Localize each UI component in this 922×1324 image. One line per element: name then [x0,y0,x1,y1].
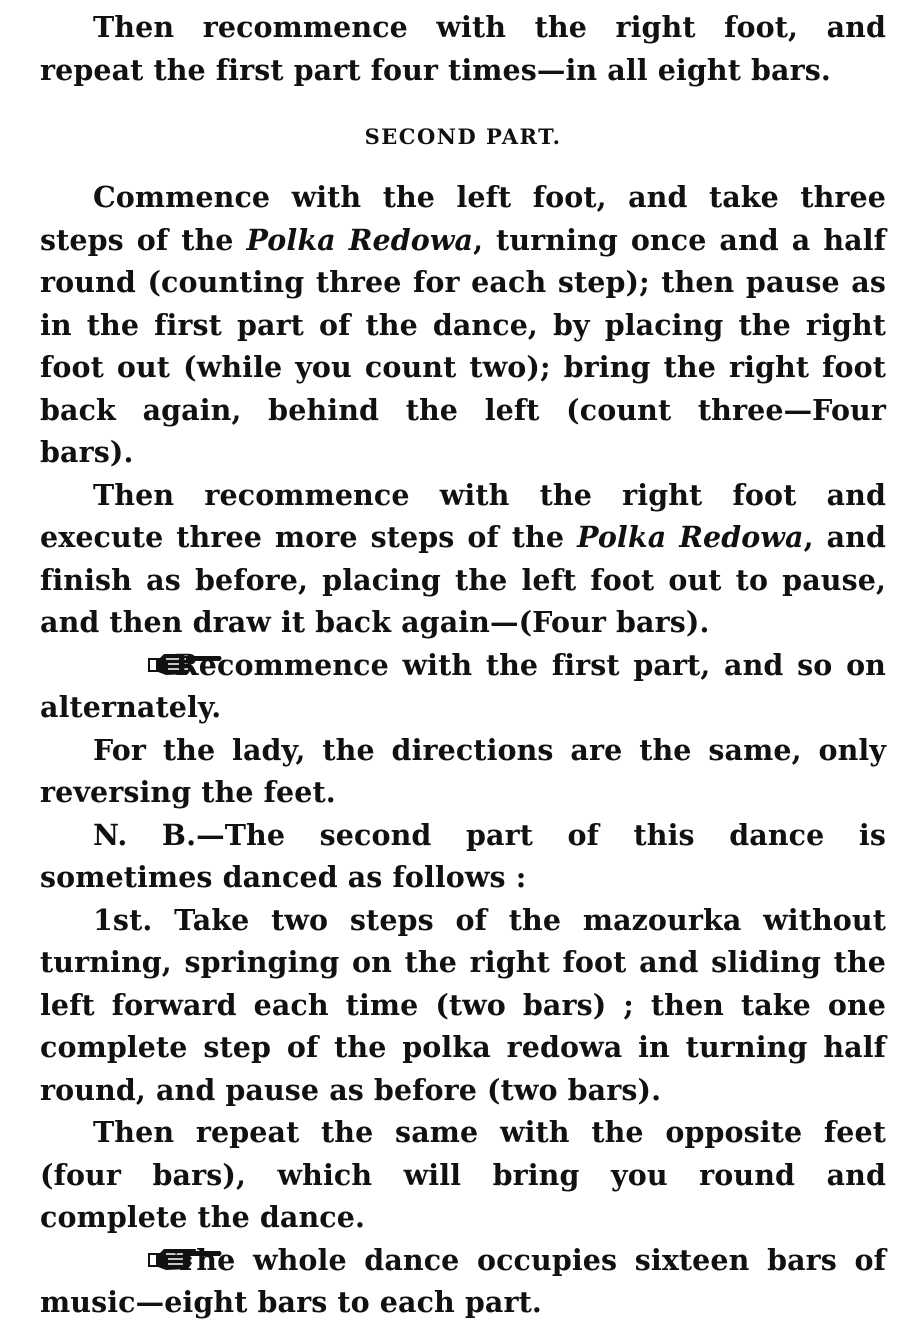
paragraph-whole-dance [40,1239,886,1324]
dance-name: Polka Redowa [246,222,474,257]
dance-name: Polka Redowa [577,520,804,554]
book-page [40,6,886,1324]
section-heading: SECOND PART. [364,124,562,149]
paragraph-commence [40,176,886,474]
paragraph-repeat: Then repeat the same with the opposite feet (four bars), which will bring you round and complete the dance. [40,1115,886,1234]
intro-paragraph: Then recommence with the right foot, and repeat the first part four times—in all eight bars. [40,10,886,87]
paragraph-first-step: 1st. Take two steps of the mazourka without turning, springing on the right foot and sliding the left forward each time (two bars) ; then take one complete step of the polka redowa in turning half round, and pause as before (two bars). [40,902,886,1107]
paragraph-nota-bene: N. B.—The second part of this dance is sometimes danced as follows : [40,817,886,894]
paragraph-text: , and finish as before, placing the left foot out to pause, and then draw it back again—(Four bars). [40,520,886,639]
paragraph-text: The whole dance occupies sixteen bars of music—eight bars to each part. [40,1242,886,1319]
paragraph-lady: For the lady, the directions are the same, only reversing the feet. [40,732,886,809]
paragraph-alternately [40,644,886,729]
paragraph-text: Then recommence with the right foot and execute three more steps of the [40,477,886,554]
paragraph-text: Recommence with the first part, and so on alternately. [40,647,886,724]
paragraph-recommence [40,474,886,644]
pointing-hand-icon [93,1244,171,1274]
paragraph-text: , turning once and a half round (counting three for each step); then pause as in the first part of the dance, by placing the right foot out (while you count two); bring the right foot back again, behind the left (count three—Four bars). [40,222,887,469]
paragraph-text: Commence with the left foot, and take three steps of the [40,180,886,257]
pointing-hand-icon [93,649,171,679]
